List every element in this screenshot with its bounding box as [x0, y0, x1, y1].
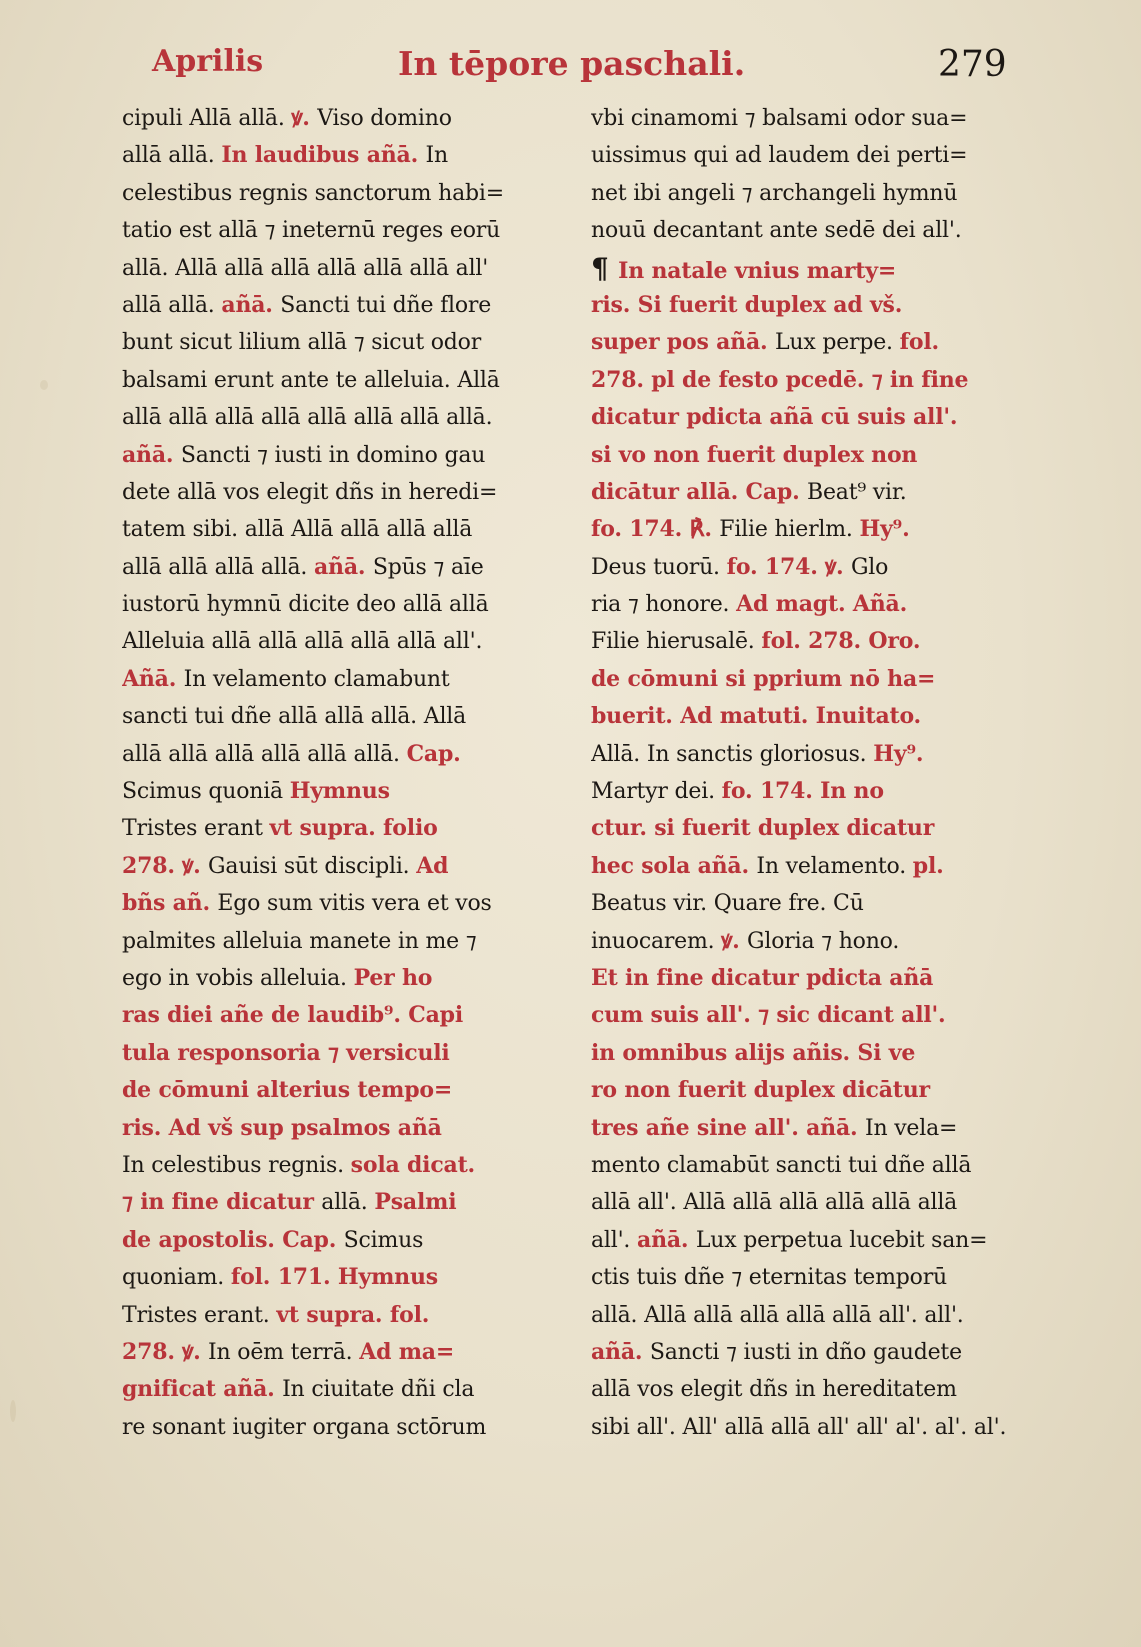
- ink-spot: [40, 380, 48, 390]
- text-line: [591, 960, 1036, 997]
- rubric-text: bñs añ.: [122, 890, 218, 917]
- rubric-text: Ad ma=: [359, 1338, 455, 1365]
- body-text: In velamento clamabunt: [183, 666, 450, 692]
- text-line: [591, 1297, 1036, 1334]
- text-line: [591, 212, 1036, 249]
- text-line: [122, 661, 567, 698]
- text-line: [122, 586, 567, 623]
- rubric-text: In natale vnius marty=: [618, 257, 897, 284]
- body-text: quoniam.: [122, 1265, 231, 1291]
- text-line: [122, 1297, 567, 1334]
- rubric-text: 278. pl de festo pcedē. ⁊ in fine: [591, 366, 969, 393]
- text-line: [591, 1035, 1036, 1072]
- text-line: [122, 923, 567, 960]
- body-text: In velamento.: [756, 853, 913, 879]
- body-text: Lux perpetua lucebit san=: [695, 1227, 988, 1253]
- text-line: [591, 1110, 1036, 1147]
- body-text: iustorū hymnū dicite deo allā allā: [122, 592, 489, 618]
- body-text: Scimus: [343, 1227, 424, 1253]
- body-text: allā vos elegit dñs in hereditatem: [591, 1377, 957, 1403]
- text-line: [591, 100, 1036, 137]
- body-text: dete allā vos elegit dñs in heredi=: [122, 479, 498, 505]
- rubric-text: Et in fine dicatur pdicta añā: [591, 964, 934, 991]
- body-text: allā allā.: [122, 292, 222, 318]
- text-line: [591, 549, 1036, 586]
- rubric-text: ꝟ.: [291, 105, 318, 131]
- text-line: [591, 698, 1036, 735]
- text-line: [591, 736, 1036, 773]
- body-text: Scimus quoniā: [122, 779, 290, 805]
- text-column-right: [591, 100, 1036, 1490]
- body-text: Sancti ⁊ iusti in dño gaudete: [649, 1339, 962, 1365]
- text-line: [122, 549, 567, 586]
- page-header: [0, 44, 1141, 104]
- text-line: [122, 1072, 567, 1109]
- body-text: allā allā allā allā.: [122, 554, 314, 580]
- text-line: [591, 362, 1036, 399]
- text-line: [122, 287, 567, 324]
- text-line: [591, 287, 1036, 324]
- body-text: Sancti tui dñe flore: [280, 292, 492, 318]
- rubric-text: si vo non fuerit duplex non: [591, 441, 918, 468]
- body-text: Alleluia allā allā allā allā allā all'.: [122, 629, 483, 655]
- body-text: Filie hierlm.: [719, 517, 860, 543]
- text-line: [591, 137, 1036, 174]
- rubric-text: Hy⁹.: [873, 740, 924, 767]
- rubric-text: cum suis all'. ⁊ sic dicant all'.: [591, 1002, 946, 1029]
- text-line: [591, 923, 1036, 960]
- text-line: [591, 511, 1036, 548]
- body-text: Allā. In sanctis gloriosus.: [591, 741, 874, 767]
- text-line: [122, 1334, 567, 1371]
- text-line: [122, 250, 567, 287]
- rubric-text: 278. ꝟ.: [122, 1338, 209, 1365]
- text-line: [122, 960, 567, 997]
- text-line: [122, 736, 567, 773]
- body-text: Lux perpe.: [774, 330, 900, 356]
- body-text: Beat⁹ vir.: [807, 479, 907, 505]
- rubric-text: Hy⁹.: [859, 516, 910, 543]
- text-line: [591, 773, 1036, 810]
- text-line: [591, 1334, 1036, 1371]
- text-line: [591, 250, 1036, 287]
- body-text: In ciuitate dñi cla: [282, 1377, 475, 1403]
- body-text: all'.: [591, 1227, 638, 1253]
- body-text: inuocarem.: [591, 928, 722, 954]
- text-line: [591, 399, 1036, 436]
- rubric-text: ⁊ in fine dicatur: [122, 1189, 322, 1216]
- body-text: bunt sicut lilium allā ⁊ sicut odor: [122, 330, 482, 356]
- body-text: Viso domino: [317, 106, 452, 131]
- rubric-text: Cap.: [406, 740, 461, 767]
- text-line: [122, 1371, 567, 1408]
- text-line: [591, 810, 1036, 847]
- rubric-text: Añā.: [122, 665, 184, 692]
- rubric-text: de cōmuni alterius tempo=: [122, 1077, 453, 1104]
- rubric-text: In laudibus añā.: [221, 142, 426, 169]
- rubric-text: tres añe sine all'. añā.: [591, 1114, 865, 1141]
- ink-spot: [10, 1400, 16, 1422]
- rubric-text: 278. ꝟ.: [122, 852, 209, 879]
- text-line: [122, 511, 567, 548]
- body-text: tatio est allā ⁊ ineternū reges eorū: [122, 218, 501, 244]
- rubric-text: fo. 174. ꝟ.: [726, 553, 851, 580]
- body-text: Tristes erant.: [122, 1302, 277, 1328]
- body-text: ctis tuis dñe ⁊ eternitas temporū: [591, 1265, 947, 1291]
- body-text: allā. Allā allā allā allā allā allā all': [122, 255, 489, 281]
- text-line: [122, 324, 567, 361]
- text-line: [122, 362, 567, 399]
- text-line: [122, 773, 567, 810]
- text-line: [122, 1259, 567, 1296]
- text-line: [122, 1035, 567, 1072]
- body-text: uissimus qui ad laudem dei perti=: [591, 143, 968, 169]
- body-text: allā allā.: [122, 143, 222, 169]
- text-line: [122, 848, 567, 885]
- rubric-text: hec sola añā.: [591, 852, 757, 879]
- rubric-text: ctur. si fuerit duplex dicatur: [591, 815, 935, 842]
- text-line: [591, 1259, 1036, 1296]
- rubric-text: gnificat añā.: [122, 1376, 283, 1403]
- text-line: [591, 1184, 1036, 1221]
- text-column-left: [122, 100, 567, 1490]
- text-line: [591, 997, 1036, 1034]
- body-text: ego in vobis alleluia.: [122, 965, 354, 991]
- rubric-text: Hymnus: [289, 778, 390, 805]
- rubric-text: fol.: [899, 329, 939, 356]
- body-text: Glo: [850, 554, 889, 580]
- text-line: [591, 885, 1036, 922]
- body-text: Gloria ⁊ hono.: [747, 928, 900, 954]
- rubric-text: Ad magt. Añā.: [736, 591, 908, 618]
- body-text: vbi cinamomi ⁊ balsami odor sua=: [591, 106, 968, 131]
- body-text: tatem sibi. allā Allā allā allā allā: [122, 517, 473, 543]
- rubric-text: fol. 171. Hymnus: [230, 1264, 438, 1291]
- rubric-text: tula responsoria ⁊ versiculi: [122, 1039, 450, 1066]
- rubric-text: ro non fuerit duplex dicātur: [591, 1077, 930, 1104]
- body-text: In vela=: [864, 1115, 958, 1141]
- text-line: [591, 848, 1036, 885]
- folio-number: 279: [938, 44, 1007, 85]
- text-line: [122, 885, 567, 922]
- text-line: [122, 100, 567, 137]
- text-line: [122, 1222, 567, 1259]
- body-text: sibi all'. All' allā allā all' all' al'. al'. al'.: [591, 1414, 1007, 1440]
- rubric-text: añā.: [221, 291, 281, 318]
- text-line: [122, 1110, 567, 1147]
- body-text: Ego sum vitis vera et vos: [217, 891, 492, 917]
- body-text: Beatus vir. Quare fre. Cū: [591, 891, 864, 917]
- rubric-text: ras diei añe de laudib⁹. Capi: [122, 1002, 463, 1029]
- rubric-text: añā.: [314, 553, 373, 580]
- text-line: [122, 212, 567, 249]
- body-text: In oēm terrā.: [208, 1339, 360, 1365]
- text-line: [591, 1147, 1036, 1184]
- rubric-text: sola dicat.: [350, 1151, 475, 1178]
- text-line: [591, 623, 1036, 660]
- text-line: [122, 175, 567, 212]
- body-text: re sonant iugiter organa sctōrum: [122, 1414, 487, 1440]
- body-text: ria ⁊ honore.: [591, 592, 737, 618]
- rubric-text: añā.: [637, 1226, 696, 1253]
- body-text: Martyr dei.: [591, 779, 722, 805]
- body-text: Deus tuorū.: [591, 554, 727, 580]
- body-text: cipuli Allā allā.: [122, 106, 292, 131]
- rubric-text: Psalmi: [374, 1189, 457, 1216]
- rubric-text: ris. Ad vš sup psalmos añā: [122, 1114, 442, 1141]
- rubric-text: buerit. Ad matuti. Inuitato.: [591, 703, 922, 730]
- text-line: [591, 474, 1036, 511]
- text-line: [122, 437, 567, 474]
- text-line: [591, 1222, 1036, 1259]
- rubric-text: fol. 278. Oro.: [761, 628, 921, 655]
- rubric-text: dicātur allā. Cap.: [591, 478, 808, 505]
- text-line: [122, 1409, 567, 1446]
- rubric-text: in omnibus alijs añis. Si ve: [591, 1039, 916, 1066]
- body-text: In: [425, 143, 448, 169]
- text-line: [122, 399, 567, 436]
- text-line: [122, 810, 567, 847]
- rubric-text: super pos añā.: [591, 329, 775, 356]
- text-line: [591, 586, 1036, 623]
- rubric-text: pl.: [912, 852, 944, 879]
- rubric-text: vt supra. folio: [269, 815, 438, 842]
- text-line: [591, 175, 1036, 212]
- text-line: [122, 137, 567, 174]
- body-text: allā allā allā allā allā allā.: [122, 741, 407, 767]
- text-line: [591, 1409, 1036, 1446]
- body-text: celestibus regnis sanctorum habi=: [122, 180, 504, 206]
- body-text: net ibi angeli ⁊ archangeli hymnū: [591, 180, 958, 206]
- rubric-text: vt supra. fol.: [276, 1301, 430, 1328]
- text-line: [591, 437, 1036, 474]
- body-text: allā. Allā allā allā allā allā all'. all'.: [591, 1302, 964, 1328]
- rubric-text: añā.: [591, 1338, 650, 1365]
- body-text: Gauisi sūt discipli.: [208, 853, 417, 879]
- body-text: nouū decantant ante sedē dei all'.: [591, 218, 962, 244]
- rubric-text: fo. 174. ℟.: [591, 516, 720, 543]
- body-text: balsami erunt ante te alleluia. Allā: [122, 367, 500, 393]
- rubric-text: ꝟ.: [721, 927, 748, 954]
- body-text: Filie hierusalē.: [591, 629, 762, 655]
- body-text: allā all'. Allā allā allā allā allā allā: [591, 1190, 958, 1216]
- body-text: Sancti ⁊ iusti in domino gau: [180, 442, 486, 468]
- rubric-text: Per ho: [353, 964, 433, 991]
- text-line: [122, 997, 567, 1034]
- rubric-text: fo. 174. In no: [721, 778, 884, 805]
- body-text: Tristes erant: [122, 816, 270, 842]
- text-line: [591, 661, 1036, 698]
- text-line: [122, 623, 567, 660]
- running-head-title: In tēpore paschali.: [398, 44, 746, 83]
- body-text: allā allā allā allā allā allā allā allā.: [122, 405, 493, 431]
- text-line: [122, 474, 567, 511]
- body-text: In celestibus regnis.: [122, 1152, 351, 1178]
- body-text: mento clamabūt sancti tui dñe allā: [591, 1152, 972, 1178]
- rubric-text: ris. Si fuerit duplex ad vš.: [591, 291, 903, 318]
- body-text: sancti tui dñe allā allā allā. Allā: [122, 704, 467, 730]
- rubric-text: Ad: [416, 852, 449, 879]
- text-line: [591, 324, 1036, 361]
- rubric-text: añā.: [122, 441, 181, 468]
- body-text: palmites alleluia manete in me ⁊: [122, 928, 477, 954]
- body-text: Spūs ⁊ aīe: [372, 554, 484, 580]
- text-line: [591, 1072, 1036, 1109]
- rubric-text: dicatur pdicta añā cū suis all'.: [591, 404, 958, 431]
- body-text: allā.: [321, 1190, 375, 1216]
- text-line: [122, 698, 567, 735]
- text-line: [591, 1371, 1036, 1408]
- rubric-text: de cōmuni si pprium nō ha=: [591, 665, 936, 692]
- paragraph-mark: ¶: [591, 251, 619, 285]
- text-line: [122, 1147, 567, 1184]
- text-line: [122, 1184, 567, 1221]
- running-head-month: Aprilis: [152, 44, 264, 79]
- rubric-text: de apostolis. Cap.: [122, 1226, 344, 1253]
